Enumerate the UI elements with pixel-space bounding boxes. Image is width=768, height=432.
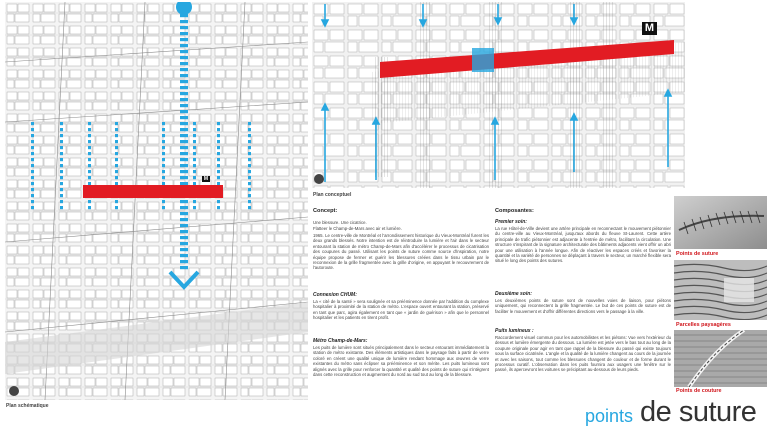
schematic-plan [5, 2, 308, 400]
light-wells-body: Raccordement visuel commun pour les automobilistes et les piétons: Vue vers l'extérieur du dessus et lumière émergente du dessous. La lumière est jetée vers le bas tout au long de la coupure originale pour agir en tant que rappel de la blessure du passé qui existe toujours sous la surface cicatrisée. L'angle et la qualité de la lumière changent au cours de la journée et avec les saisons, tout comme les blessures changent de couleur et de forme durant le processus curatif. L'observation dans les puits fournira aux usagers une fenêtre sur le passé, ils apercevront les voitures se précipitant au-dessous de leurs pieds. [495, 335, 671, 373]
photo-label-sewing: Points de couture [676, 388, 722, 394]
photo-label-stitches: Points de suture [676, 251, 719, 257]
red-wound-band [83, 185, 223, 198]
metro-sign-conceptual: M [642, 22, 657, 35]
concept-heading: Concept: [313, 208, 338, 214]
concept-intro: Une blessure. Une cicatrice. [313, 220, 367, 225]
photo-label-landscape: Parcelles paysagères [676, 322, 731, 328]
schematic-label: Plan schématique [6, 403, 49, 409]
metro-sign: M [203, 176, 209, 182]
second-care-heading: Deuxième soin: [495, 291, 532, 297]
photo-stitches [674, 196, 767, 249]
compass-icon [9, 386, 19, 396]
first-care-heading: Premier soin: [495, 219, 527, 225]
compass-icon-conceptual [314, 174, 324, 184]
conceptual-plan [312, 2, 685, 188]
metro-body: Les puits de lumière sont situés principalement dans le secteur entourant immédiatement la station de métro existante. Des éléments artistiques dans le paysage faits à partir de verre coloré en créent une qualité unique de lumière rendant hommage aux œuvres de verre existantes du métro sans éclipser sa prééminence et son mérite. Les puits lumineux sont alignés avec la grille pour renforcer la quantité et qualité des points de suture qui s'intègrent dans cette reconstruction et augmentent du nord au sud tout au long de la blessure. [313, 345, 489, 378]
concept-body: 1965. Le centre-ville de Montréal et l'arrondissement historique du Vieux-Montréal furent les deux grands blessés. Notre intention est de réintroduire la lumière et l'air dans le secteur entourant la station de métro Champ-de-Mars afin d'accélérer le processus de cicatrisation des coupures du passé. Utilisant les points de suture comme source d'inspiration, notre équipe propose de fermer et guérir les blessures créées dans le tissu urbain par le reconnexion de la grille fragmentée avec la grille d'origine, en appuyant le recouvrement de l'autoroute. [313, 233, 489, 271]
chum-heading: Connexion CHUM: [313, 292, 357, 298]
first-care-body: La rue Hôtel-de-Ville devient une artère principale en reconnectant le mouvement piétonnier du centre-ville au Vieux-Montréal, jusqu'aux abords du fleuve St-Laurent. Cette artère principale de trafic piétonnier est adjacente à l'entrée de métro, facilitant la circulation. Une structure s'inspirant de la signature architecturale des bâtiments adjacents vient offrir un abri pour une utilisation à l'année longue. Afin de réactiver les espaces créés et favoriser la quantité et la variété de personnes se déplaçant à travers le secteur, un marché flexible sera situé le long des points des sutures. [495, 226, 671, 264]
photo-landscape-plots [674, 260, 767, 320]
title-bold: de suture [640, 396, 757, 428]
concept-line2: Flatteer le Champ-de-Mars avec air et lumière. [313, 226, 402, 231]
metro-heading: Métro Champ-de-Mars: [313, 338, 368, 344]
photo-sewing [674, 330, 767, 387]
chum-body: La « cité de la santé » sera soulignée et sa prééminence donnée par l'addition du complexe hospitalier à proximité de la station de métro. L'espace ouvert entourant la station, préservé en tant que parc, agira également en tant que « jardin de guérison » afin que le personnel hospitalier et les patients en tirent profit. [313, 299, 489, 321]
title-light: points [585, 406, 634, 426]
conceptual-map [312, 2, 685, 188]
light-wells-heading: Puits lumineux : [495, 328, 534, 334]
schematic-map [5, 2, 308, 400]
components-heading: Composantes: [495, 208, 534, 214]
second-care-body: Les deuxièmes points de suture sont de nouvelles voies de liaison, pour piétons uniquement, qui reconnectent la grille fragmentée. Le but de ces points de suture est de faciliter le mouvement et d'offrir différentes directions vers le passage à la ville. [495, 298, 671, 314]
conceptual-label: Plan conceptuel [313, 192, 352, 198]
